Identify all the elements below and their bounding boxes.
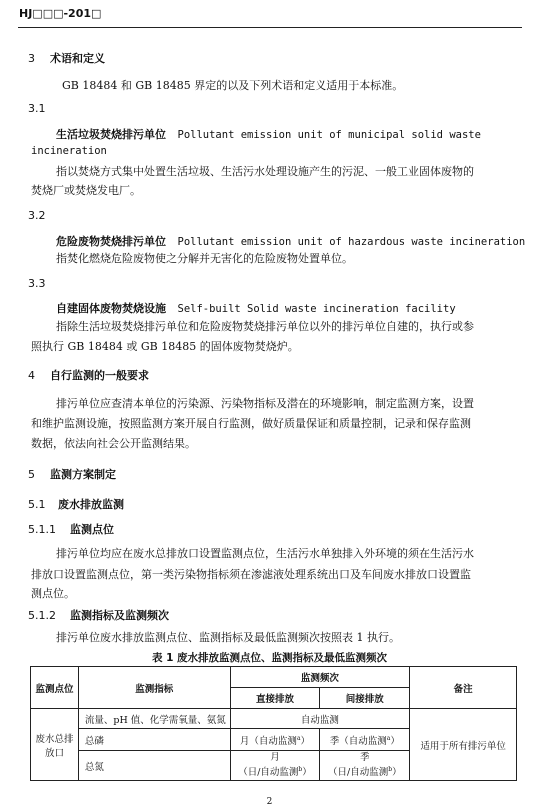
paragraph: 照执行 GB 18484 或 GB 18485 的固体废物焚烧炉。 (31, 340, 299, 353)
cell-indicator: 总磷 (78, 729, 230, 751)
paragraph: 焚烧厂或焚烧发电厂。 (31, 184, 141, 197)
paragraph: 排污单位均应在废水总排放口设置监测点位，生活污水单独排入外环境的须在生活污水 (56, 547, 474, 560)
term-en: Pollutant emission unit of municipal solid waste (177, 129, 481, 141)
cell-text: 季（自动监测 (329, 735, 387, 747)
term-cn: 危险废物焚烧排污单位 (56, 235, 166, 248)
cell-text: 月 (270, 752, 280, 763)
term-en: Pollutant emission unit of hazardous waste incineration (177, 236, 526, 248)
paragraph: 排污单位应查清本单位的污染源、污染物指标及潜在的环境影响，制定监测方案，设置 (56, 397, 474, 410)
cell-text-tail: ） (390, 735, 400, 747)
paragraph: 指焚化燃烧危险废物使之分解并无害化的危险废物处置单位。 (56, 252, 353, 265)
cell-point: 废水总排放口 (31, 709, 79, 781)
section-title: 监测指标及监测频次 (70, 609, 169, 622)
cell-text: （日/自动监测 (238, 767, 299, 779)
section-title: 监测点位 (70, 523, 114, 536)
footnote-mark: b (298, 766, 303, 773)
cell-text-tail: ） (300, 735, 311, 747)
section-title: 废水排放监测 (58, 498, 124, 511)
term-title (56, 126, 481, 142)
header-rule (18, 27, 522, 28)
paragraph: 指除生活垃圾焚烧排污单位和危险废物焚烧排污单位以外的排污单位自建的，执行或参 (56, 320, 474, 333)
cell-text-tail: ） (392, 767, 402, 779)
header-indirect: 间接排放 (320, 688, 410, 709)
header-indicator: 监测指标 (78, 667, 230, 709)
cell-indicator: 流量、pH 值、化学需氧量、氨氮 (78, 709, 230, 729)
cell-frequency-merged: 自动监测 (230, 709, 410, 729)
cell-text: 季 (360, 752, 370, 763)
term-number: 3.3 (28, 277, 46, 290)
term-en-continued: incineration (31, 145, 107, 157)
section-3-heading (28, 50, 105, 66)
cell-text: 月（自动监测 (239, 735, 297, 747)
cell-direct (230, 751, 320, 781)
header-remark: 备注 (410, 667, 517, 709)
page-number: 2 (266, 797, 273, 807)
section-title: 监测方案制定 (50, 468, 116, 481)
cell-indirect (320, 751, 410, 781)
term-number: 3.2 (28, 209, 46, 222)
section-number: 5.1 (28, 498, 46, 511)
monitoring-table (30, 666, 517, 781)
cell-text-tail: ） (302, 767, 312, 779)
table-caption: 表 1 废水排放监测点位、监测指标及最低监测频次 (151, 652, 388, 664)
paragraph: GB 18484 和 GB 18485 界定的以及下列术语和定义适用于本标准。 (62, 79, 404, 92)
cell-indirect (320, 729, 410, 751)
section-number: 5 (28, 468, 35, 481)
header-point: 监测点位 (31, 667, 79, 709)
section-5-1-heading (28, 496, 124, 512)
footnote-mark: a (296, 734, 301, 742)
term-title (56, 233, 525, 249)
footnote-mark: b (388, 766, 393, 773)
term-title (56, 300, 456, 316)
table-row (31, 709, 517, 729)
paragraph: 排放口设置监测点位，第一类污染物指标须在渗滤液处理系统出口及车间废水排放口设置监 (31, 568, 471, 581)
section-number: 5.1.1 (28, 523, 56, 536)
cell-remark: 适用于所有排污单位 (410, 709, 517, 781)
cell-direct (230, 729, 320, 751)
term-cn: 生活垃圾焚烧排污单位 (56, 128, 166, 141)
section-number: 3 (28, 52, 35, 65)
section-number: 4 (28, 369, 35, 382)
term-number: 3.1 (28, 102, 46, 115)
section-number: 5.1.2 (28, 609, 56, 622)
header-frequency: 监测频次 (230, 667, 410, 688)
paragraph: 测点位。 (31, 587, 75, 600)
document-header-code: HJ□□□-201□ (19, 7, 102, 20)
footnote-mark: a (386, 734, 391, 742)
section-5-1-2-heading (28, 607, 169, 623)
cell-indicator: 总氮 (78, 751, 230, 781)
term-en: Self-built Solid waste incineration facility (177, 303, 456, 315)
paragraph: 指以焚烧方式集中处置生活垃圾、生活污水处理设施产生的污泥、一般工业固体废物的 (56, 165, 474, 178)
section-title: 自行监测的一般要求 (50, 369, 149, 382)
section-4-heading (28, 367, 149, 383)
cell-text: （日/自动监测 (328, 767, 389, 779)
section-5-heading (28, 466, 116, 482)
header-direct: 直接排放 (230, 688, 320, 709)
section-title: 术语和定义 (50, 52, 105, 65)
paragraph: 排污单位废水排放监测点位、监测指标及最低监测频次按照表 1 执行。 (56, 631, 400, 644)
section-5-1-1-heading (28, 521, 114, 537)
term-cn: 自建固体废物焚烧设施 (56, 302, 166, 315)
paragraph: 和维护监测设施，按照监测方案开展自行监测，做好质量保证和质量控制，记录和保存监测 (31, 417, 471, 430)
paragraph: 数据，依法向社会公开监测结果。 (31, 437, 196, 450)
